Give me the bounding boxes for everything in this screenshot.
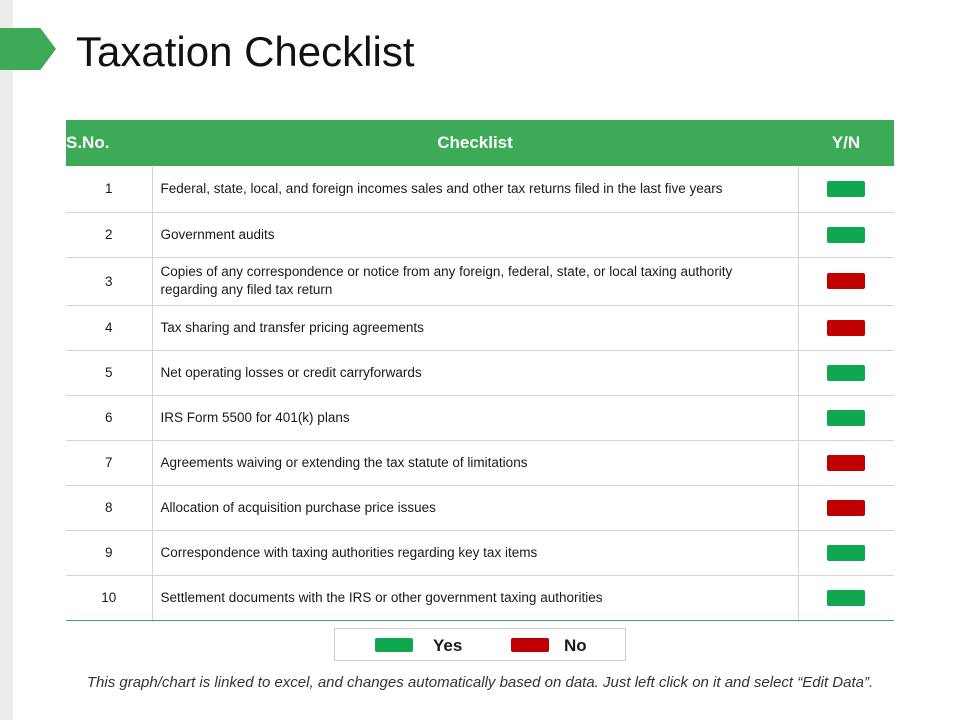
status-flag bbox=[827, 181, 865, 197]
status-flag bbox=[827, 320, 865, 336]
page-title: Taxation Checklist bbox=[76, 28, 415, 75]
row-number: 9 bbox=[66, 530, 152, 575]
table-row bbox=[66, 485, 894, 530]
checklist-item: Government audits bbox=[152, 212, 798, 257]
table-header-row bbox=[66, 120, 894, 166]
status-cell bbox=[798, 530, 894, 575]
status-cell bbox=[798, 575, 894, 620]
checklist-item: Copies of any correspondence or notice from any foreign, federal, state, or local taxing authority regarding any filed tax return bbox=[152, 257, 798, 305]
status-cell bbox=[798, 305, 894, 350]
legend-yes-swatch bbox=[375, 638, 413, 652]
status-flag bbox=[827, 500, 865, 516]
row-number: 1 bbox=[66, 166, 152, 212]
status-flag bbox=[827, 590, 865, 606]
row-number: 4 bbox=[66, 305, 152, 350]
checklist-item: Allocation of acquisition purchase price issues bbox=[152, 485, 798, 530]
table-row bbox=[66, 166, 894, 212]
status-cell bbox=[798, 395, 894, 440]
row-number: 5 bbox=[66, 350, 152, 395]
status-cell bbox=[798, 440, 894, 485]
row-number: 10 bbox=[66, 575, 152, 620]
header-sno: S.No. bbox=[66, 133, 110, 152]
checklist-item: Tax sharing and transfer pricing agreements bbox=[152, 305, 798, 350]
checklist-table bbox=[66, 120, 894, 621]
table-row bbox=[66, 395, 894, 440]
table-row bbox=[66, 440, 894, 485]
status-cell bbox=[798, 257, 894, 305]
row-number: 7 bbox=[66, 440, 152, 485]
checklist-item: Agreements waiving or extending the tax statute of limitations bbox=[152, 440, 798, 485]
status-flag bbox=[827, 545, 865, 561]
left-accent-bar bbox=[0, 0, 13, 720]
status-cell bbox=[798, 485, 894, 530]
status-flag bbox=[827, 365, 865, 381]
row-number: 3 bbox=[66, 257, 152, 305]
checklist-item: Correspondence with taxing authorities regarding key tax items bbox=[152, 530, 798, 575]
legend-no-swatch bbox=[511, 638, 549, 652]
status-cell bbox=[798, 350, 894, 395]
legend-yes-label: Yes bbox=[433, 636, 463, 655]
table-row bbox=[66, 350, 894, 395]
table-row bbox=[66, 575, 894, 620]
table-row bbox=[66, 530, 894, 575]
status-flag bbox=[827, 455, 865, 471]
table-row bbox=[66, 212, 894, 257]
status-cell bbox=[798, 166, 894, 212]
row-number: 8 bbox=[66, 485, 152, 530]
row-number: 6 bbox=[66, 395, 152, 440]
table-row bbox=[66, 257, 894, 305]
legend-no-label: No bbox=[564, 636, 587, 655]
legend bbox=[334, 628, 626, 661]
status-cell bbox=[798, 212, 894, 257]
status-flag bbox=[827, 410, 865, 426]
status-flag bbox=[827, 273, 865, 289]
checklist-item: Federal, state, local, and foreign incomes sales and other tax returns filed in the last five years bbox=[152, 166, 798, 212]
header-yn: Y/N bbox=[831, 133, 861, 152]
status-flag bbox=[827, 227, 865, 243]
title-arrow-marker bbox=[0, 28, 56, 70]
checklist-item: Net operating losses or credit carryforwards bbox=[152, 350, 798, 395]
checklist-item: IRS Form 5500 for 401(k) plans bbox=[152, 395, 798, 440]
header-checklist: Checklist bbox=[437, 133, 513, 152]
checklist-item: Settlement documents with the IRS or other government taxing authorities bbox=[152, 575, 798, 620]
footnote: This graph/chart is linked to excel, and changes automatically based on data. Just left click on it and select “Edit Data”. bbox=[86, 674, 874, 691]
table-row bbox=[66, 305, 894, 350]
row-number: 2 bbox=[66, 212, 152, 257]
